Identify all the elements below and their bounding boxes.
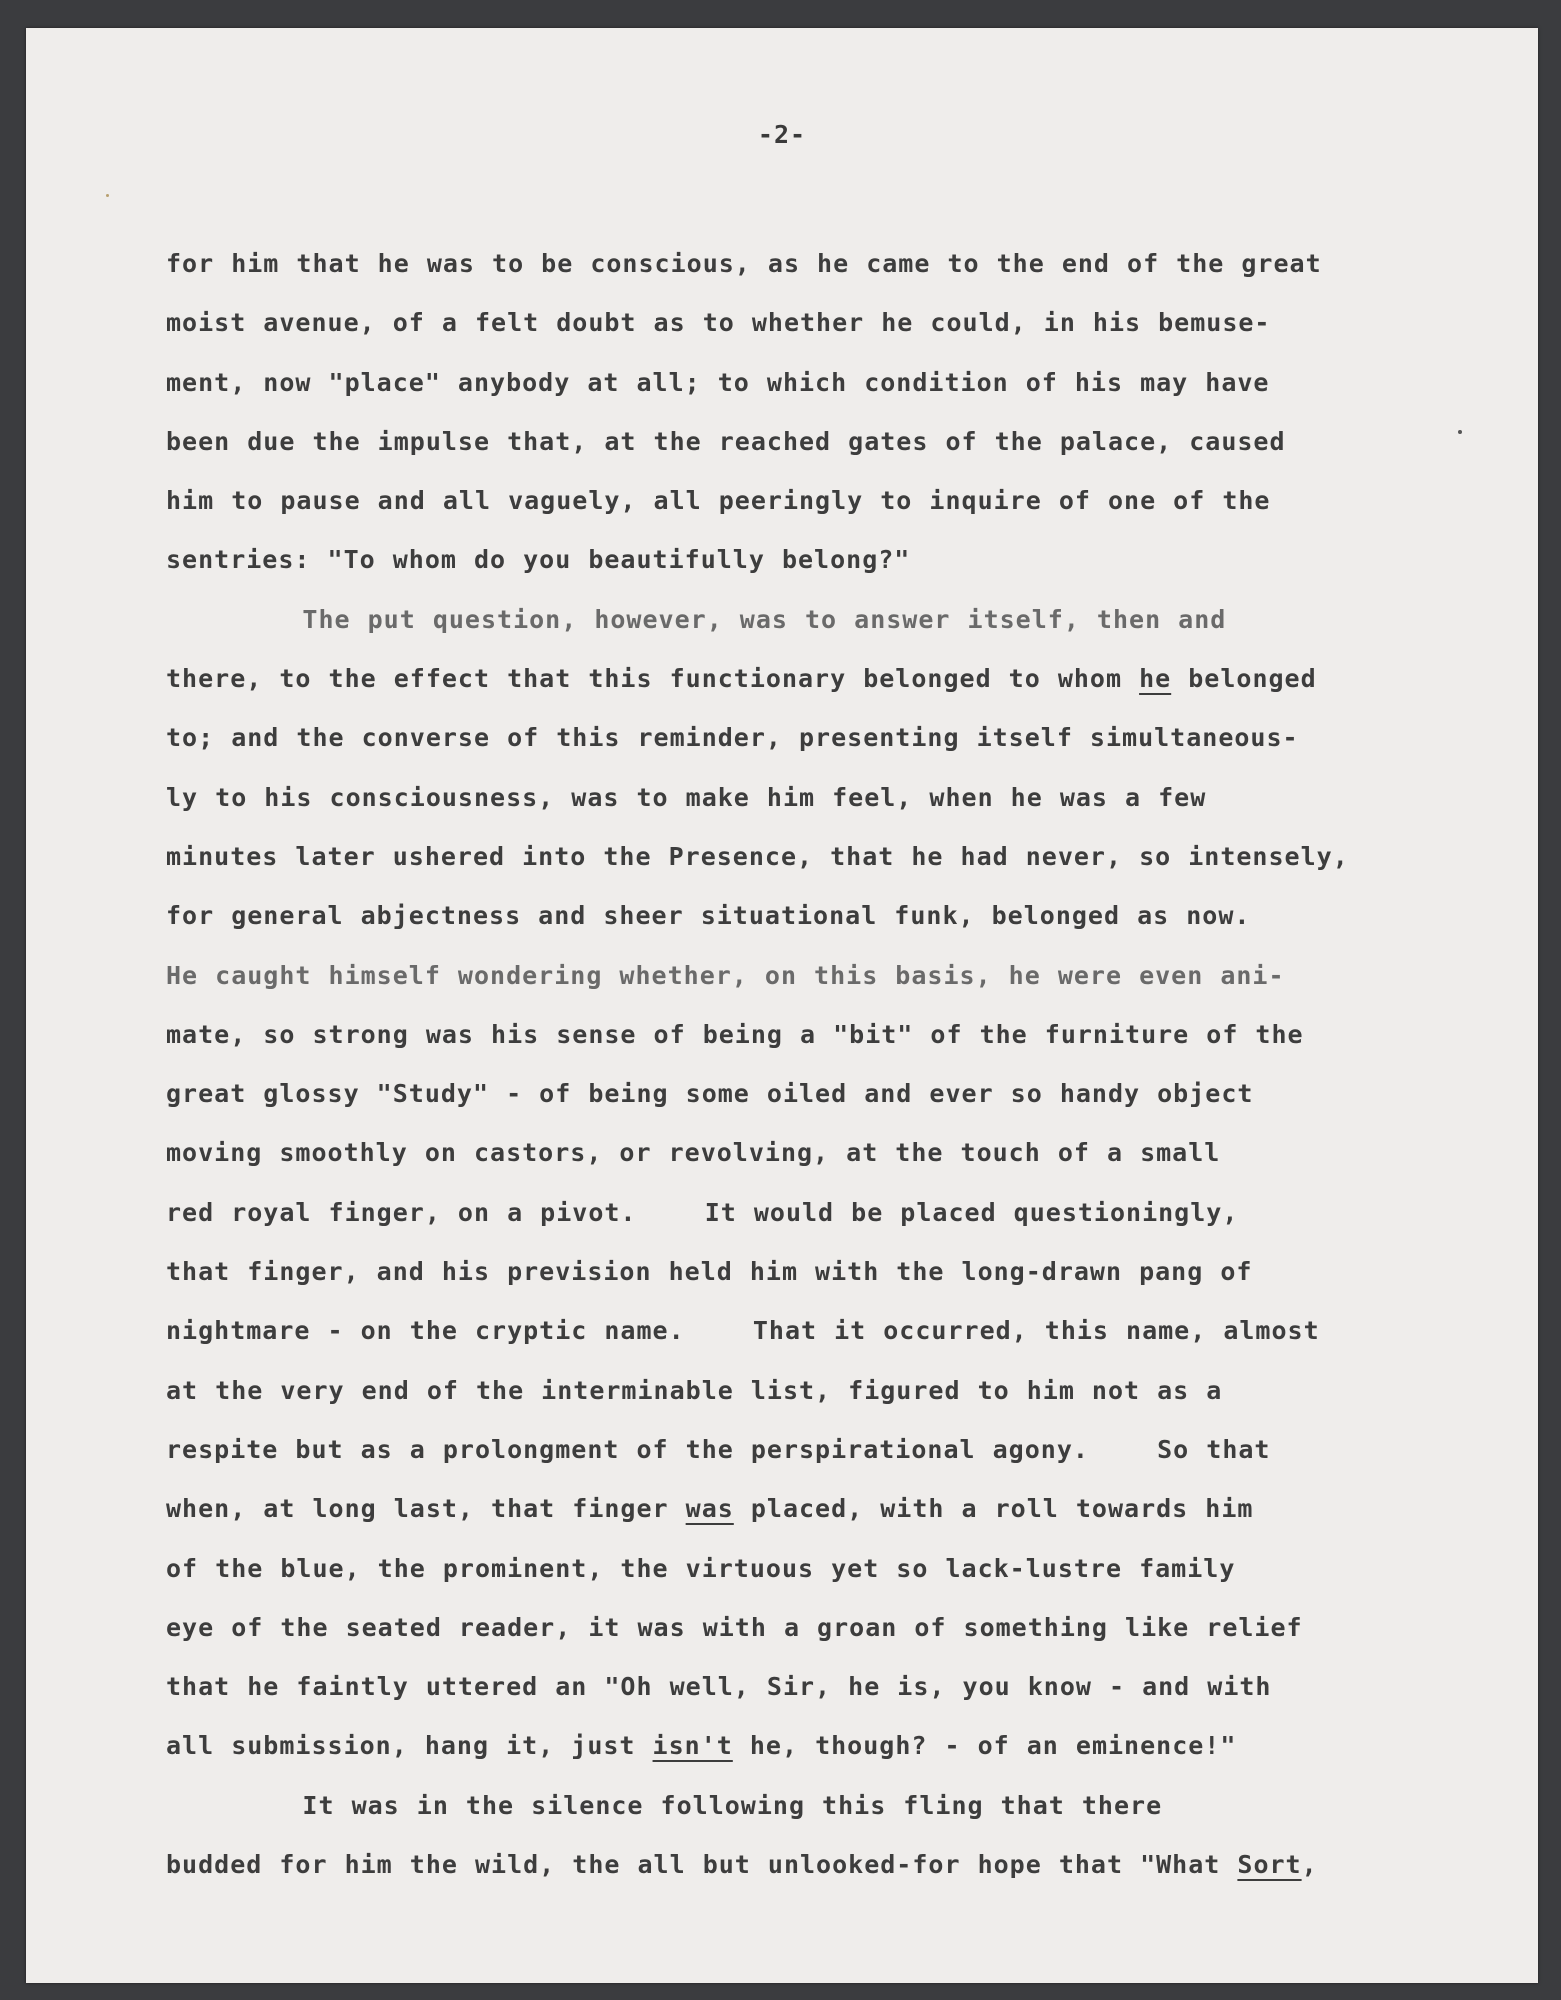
text-line xyxy=(166,1479,1486,1538)
text-line: that finger, and his prevision held him with the long-drawn pang of xyxy=(166,1257,1253,1287)
text-segment: all submission, hang it, just xyxy=(166,1731,653,1761)
text-segment: when, at long last, that finger xyxy=(166,1494,686,1524)
underlined-word: Sort xyxy=(1237,1850,1302,1880)
text-line: moving smoothly on castors, or revolving, at the touch of a small xyxy=(166,1138,1221,1168)
text-line: respite but as a prolongment of the perspirational agony. So that xyxy=(166,1434,1271,1464)
text-line xyxy=(166,1835,1486,1894)
text-line: great glossy "Study" - of being some oiled and ever so handy object xyxy=(166,1079,1254,1109)
text-segment: belonged xyxy=(1171,664,1317,694)
text-line: red royal finger, on a pivot. It would be placed questioningly, xyxy=(166,1197,1239,1227)
text-line: eye of the seated reader, it was with a groan of something like relief xyxy=(166,1612,1303,1642)
text-segment: budded for him the wild, the all but unlooked-for hope that "What xyxy=(166,1850,1238,1880)
text-line: minutes later ushered into the Presence, that he had never, so intensely, xyxy=(166,841,1349,871)
text-segment: there, to the effect that this functionary belonged to whom xyxy=(166,664,1140,694)
text-line: The put question, however, was to answer itself, then and xyxy=(166,604,1227,634)
text-line: that he faintly uttered an "Oh well, Sir, he is, you know - and with xyxy=(166,1672,1272,1702)
text-line: It was in the silence following this fling that there xyxy=(166,1790,1163,1820)
underlined-word: was xyxy=(685,1494,734,1524)
text-line xyxy=(166,649,1486,708)
text-line: ly to his consciousness, was to make him feel, when he was a few xyxy=(166,782,1207,812)
text-line: to; and the converse of this reminder, presenting itself simultaneous- xyxy=(166,723,1299,753)
text-line: for general abjectness and sheer situational funk, belonged as now. xyxy=(166,901,1251,931)
body-text xyxy=(166,234,1486,1894)
text-line: of the blue, the prominent, the virtuous yet so lack-lustre family xyxy=(166,1553,1236,1583)
underlined-word: isn't xyxy=(652,1731,733,1761)
text-line: moist avenue, of a felt doubt as to whether he could, in his bemuse- xyxy=(166,308,1271,338)
paper-speck xyxy=(106,194,109,197)
text-line: been due the impulse that, at the reached gates of the palace, caused xyxy=(166,426,1286,456)
paper-speck xyxy=(1458,430,1462,434)
text-line: nightmare - on the cryptic name. That it occurred, this name, almost xyxy=(166,1316,1320,1346)
text-line: He caught himself wondering whether, on this basis, he were even ani- xyxy=(166,960,1285,990)
typescript-page xyxy=(26,28,1538,1983)
text-segment: placed, with a roll towards him xyxy=(733,1494,1254,1524)
text-line: mate, so strong was his sense of being a "bit" of the furniture of the xyxy=(166,1019,1304,1049)
text-line: him to pause and all vaguely, all peeringly to inquire of one of the xyxy=(166,486,1271,516)
underlined-word: he xyxy=(1139,664,1172,694)
text-line: ment, now "place" anybody at all; to which condition of his may have xyxy=(166,367,1270,397)
text-segment: he, though? - of an eminence!" xyxy=(732,1731,1237,1761)
text-line: for him that he was to be conscious, as he came to the end of the great xyxy=(166,249,1322,278)
text-line: at the very end of the interminable list, figured to him not as a xyxy=(166,1375,1223,1405)
page-number: -2- xyxy=(757,120,807,149)
text-line xyxy=(166,1716,1486,1775)
text-line: sentries: "To whom do you beautifully belong?" xyxy=(166,545,911,575)
text-segment: , xyxy=(1301,1850,1318,1880)
